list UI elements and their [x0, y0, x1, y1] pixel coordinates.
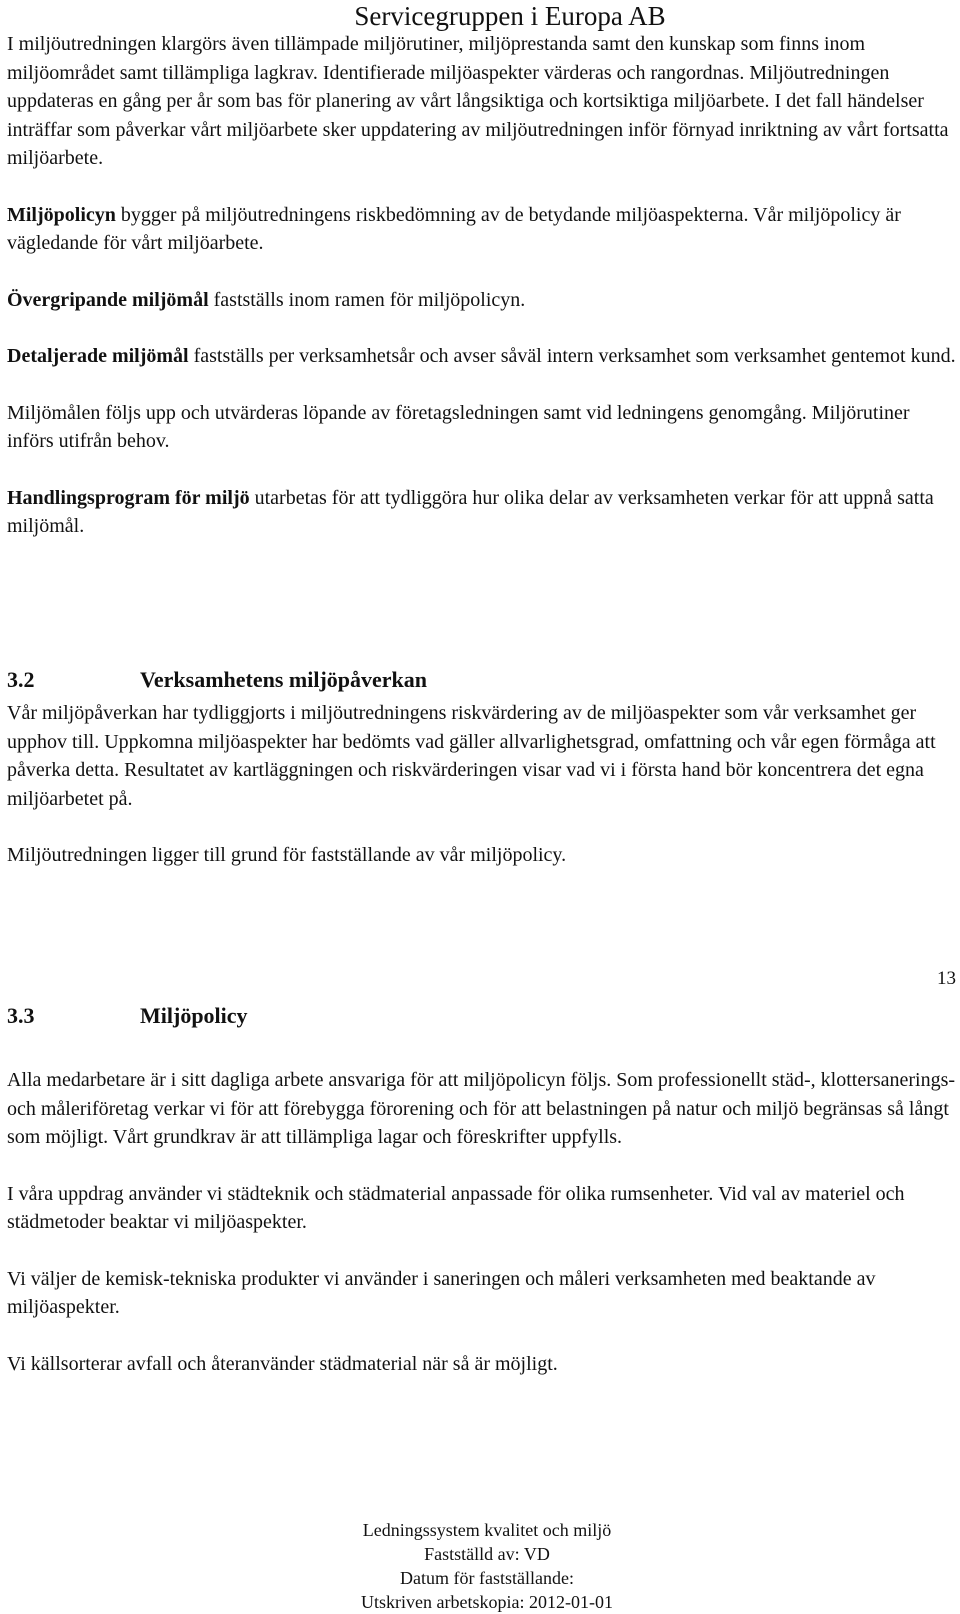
paragraph-text: utarbetas för att tydliggöra hur olika delar av verksamheten verkar för att uppnå satta miljömål. [7, 486, 934, 537]
paragraph-medarbetare: Alla medarbetare är i sitt dagliga arbete ansvariga för att miljöpolicyn följs. Som professionellt städ-, klottersanerings- och måleriföretag verkar vi för att förebygga förorening och för att belastningen på natur och miljö begränsas så långt som möjligt. Vårt grundkrav är att tillämpliga lagar och föreskrifter uppfylls. [7, 1069, 956, 1148]
section-top [7, 30, 957, 541]
section-3-3-body [7, 1066, 957, 1378]
page-footer [0, 1518, 960, 1614]
bold-term-overgripande-miljomal: Övergripande miljömål [7, 288, 209, 311]
bold-term-miljopolicyn: Miljöpolicyn [7, 203, 116, 226]
paragraph-miljoutredning-grund: Miljöutredningen ligger till grund för fastställande av vår miljöpolicy. [7, 844, 567, 866]
footer-system-name: Ledningssystem kvalitet och miljö [362, 1520, 612, 1540]
footer-established-by: Fastställd av: VD [424, 1544, 550, 1564]
paragraph-detaljerade-miljomal [7, 342, 957, 371]
section-heading-3-3 [7, 1002, 248, 1030]
paragraph-handlingsprogram [7, 484, 957, 541]
bold-term-detaljerade-miljomal: Detaljerade miljömål [7, 345, 189, 367]
page-number: 13 [937, 968, 956, 989]
paragraph-text: fastställs inom ramen för miljöpolicyn. [208, 288, 526, 311]
paragraph-text: bygger på miljöutredningens riskbedömning av de betydande miljöaspekterna. Vår miljöpolicy är vägledande för vårt miljöarbete. [7, 203, 901, 254]
paragraph-miljomalen: Miljömålen följs upp och utvärderas löpande av företagsledningen samt vid ledningens genomgång. Miljörutiner införs utifrån behov. [7, 401, 910, 452]
paragraph-kemisk-tekniska: Vi väljer de kemisk-tekniska produkter vi använder i saneringen och måleri verksamheten med beaktande av miljöaspekter. [7, 1267, 876, 1318]
paragraph-miljoutredning: I miljöutredningen klargörs även tillämpade miljörutiner, miljöprestanda samt den kunskap som finns inom miljöområdet samt tillämpliga lagkrav. Identifierade miljöaspekter värderas och rangordnas. Miljöutredningen uppdateras en gång per år som bas för planering av vårt långsiktiga och kortsiktiga miljöarbete. I det fall händelser inträffar som påverkar vårt miljöarbete sker uppdatering av miljöutredningen inför förnyad inriktning av vårt fortsatta miljöarbete. [7, 33, 949, 169]
section-heading-3-2 [7, 666, 427, 694]
footer-establish-date: Datum för fastställande: [400, 1568, 574, 1588]
paragraph-stadteknik: I våra uppdrag använder vi städteknik och städmaterial anpassade för olika rumsenheter. Vid val av materiel och städmetoder beaktar vi miljöaspekter. [7, 1182, 905, 1233]
paragraph-miljopolicyn [7, 201, 957, 258]
paragraph-miljopaverkan: Vår miljöpåverkan har tydliggjorts i miljöutredningens riskvärdering av de miljöaspekter som vår verksamhet ger upphov till. Uppkomna miljöaspekter har bedömts vad gäller allvarlighetsgrad, omfattning och vår egen förmåga att påverka detta. Resultatet av kartläggningen och riskvärderingen visar vad vi i första hand bör koncentrera det egna miljöarbetet på. [7, 702, 936, 810]
section-number: 3.2 [7, 667, 35, 692]
footer-printed-copy: Utskriven arbetskopia: 2012-01-01 [361, 1592, 613, 1612]
paragraph-overgripande-miljomal [7, 286, 957, 315]
paragraph-kallsortering: Vi källsorterar avfall och återanvänder städmaterial när så är möjligt. [7, 1352, 558, 1375]
section-title: Miljöpolicy [140, 1003, 248, 1028]
section-3-2-body [7, 699, 957, 870]
paragraph-text: fastställs per verksamhetsår och avser såväl intern verksamhet som verksamhet gentemot kund. [188, 345, 956, 367]
section-number: 3.3 [7, 1003, 35, 1028]
bold-term-handlingsprogram: Handlingsprogram för miljö [7, 486, 250, 509]
section-title: Verksamhetens miljöpåverkan [140, 667, 428, 692]
page-header-title: Servicegruppen i Europa AB [354, 1, 666, 31]
